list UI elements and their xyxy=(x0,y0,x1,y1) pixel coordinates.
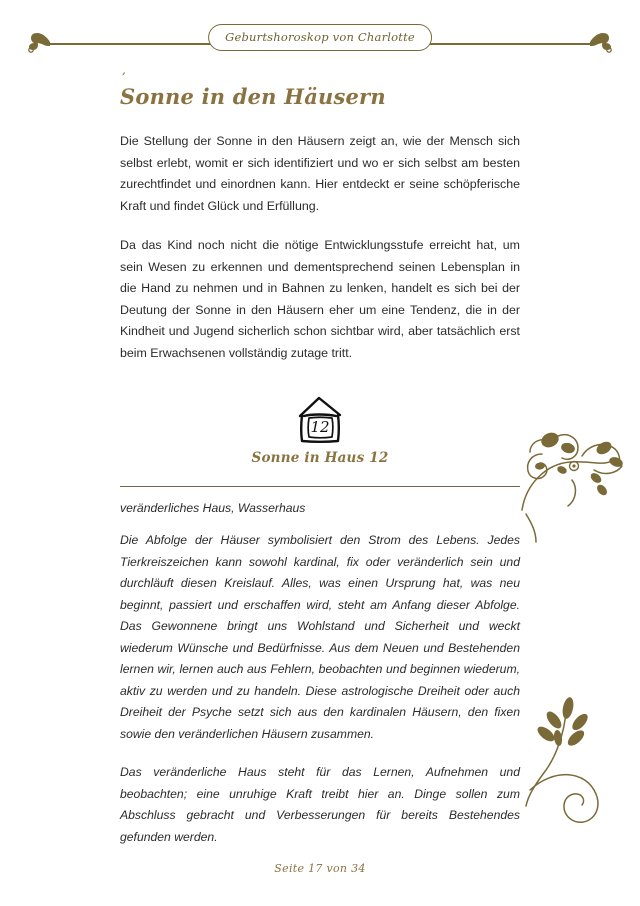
house-emblem-block xyxy=(120,394,520,466)
emblem-title: Sonne in Haus 12 xyxy=(251,450,389,466)
leaf-flourish-icon xyxy=(560,26,620,62)
header-rule-left xyxy=(48,43,218,45)
header-title-badge: Geburtshoroskop von Charlotte xyxy=(208,24,432,51)
page-title xyxy=(120,72,520,109)
page-header xyxy=(0,24,640,64)
section-paragraph-2: Das veränderliche Haus steht für das Lernen, Aufnehmen und beobachten; eine unruhige Kraft treibt hier an. Dinge sollen zum Abschluss gebracht und Verbesserungen für bereits Bestehendes gefunden werden. xyxy=(120,765,520,844)
floral-vine-ornament-icon xyxy=(512,418,640,546)
house-qualities-note: veränderliches Haus, Wasserhaus xyxy=(120,501,306,515)
leaf-sprig-spiral-ornament-icon xyxy=(524,694,634,834)
title-tick-mark: ’ xyxy=(122,72,126,83)
page-title-text: Sonne in den Häusern xyxy=(120,84,386,109)
house-number: 12 xyxy=(310,418,330,436)
page-footer: Seite 17 von 34 xyxy=(274,862,366,875)
section-paragraph-1: Die Abfolge der Häuser symbolisiert den Strom des Lebens. Jedes Tierkreiszeichen kann sowohl kardinal, fix oder veränderlich sein und durchläuft diesen Kreislauf. Alles, was einen Ursprung hat, was neu beginnt, passiert und erschaffen wird, steht am Anfang dieser Abfolge. Das Gewonnene bringt uns Wohlstand und Sicherheit und weckt wiederum Wünsche und Bedürfnisse. Aus dem Neuen und Bestehenden lernen wir, lernen auch aus Fehlern, beobachten und beginnen wiederum, aktiv zu werden und zu handeln. Diese astrologische Dreiheit oder auch Dreiheit der Psyche setzt sich aus den kardinalen Häusern, den fixen sowie den veränderlichen Häusern zusammen. xyxy=(120,533,520,741)
section-divider xyxy=(120,486,520,487)
section-body xyxy=(120,530,520,865)
intro-paragraph-2: Da das Kind noch nicht die nötige Entwicklungsstufe erreicht hat, um sein Wesen zu erkennen und dementsprechend seinen Lebensplan in die Hand zu nehmen und in Bahnen zu lenken, handelt es sich bei der Deutung der Sonne in den Häusern eher um eine Tendenz, die in der Kindheit und Jugend sicherlich schon sichtbar wird, aber tatsächlich erst beim Erwachsenen vollständig zutage tritt. xyxy=(120,238,520,360)
house-outline-icon xyxy=(291,394,349,446)
document-content xyxy=(120,72,520,844)
intro-paragraph-1: Die Stellung der Sonne in den Häusern zeigt an, wie der Mensch sich selbst erlebt, womit er sich identifiziert und wo er sich selbst am besten zurechtfindet und einordnen kann. Hier entdeckt er seine schöpferische Kraft und findet Glück und Erfüllung. xyxy=(120,134,520,213)
